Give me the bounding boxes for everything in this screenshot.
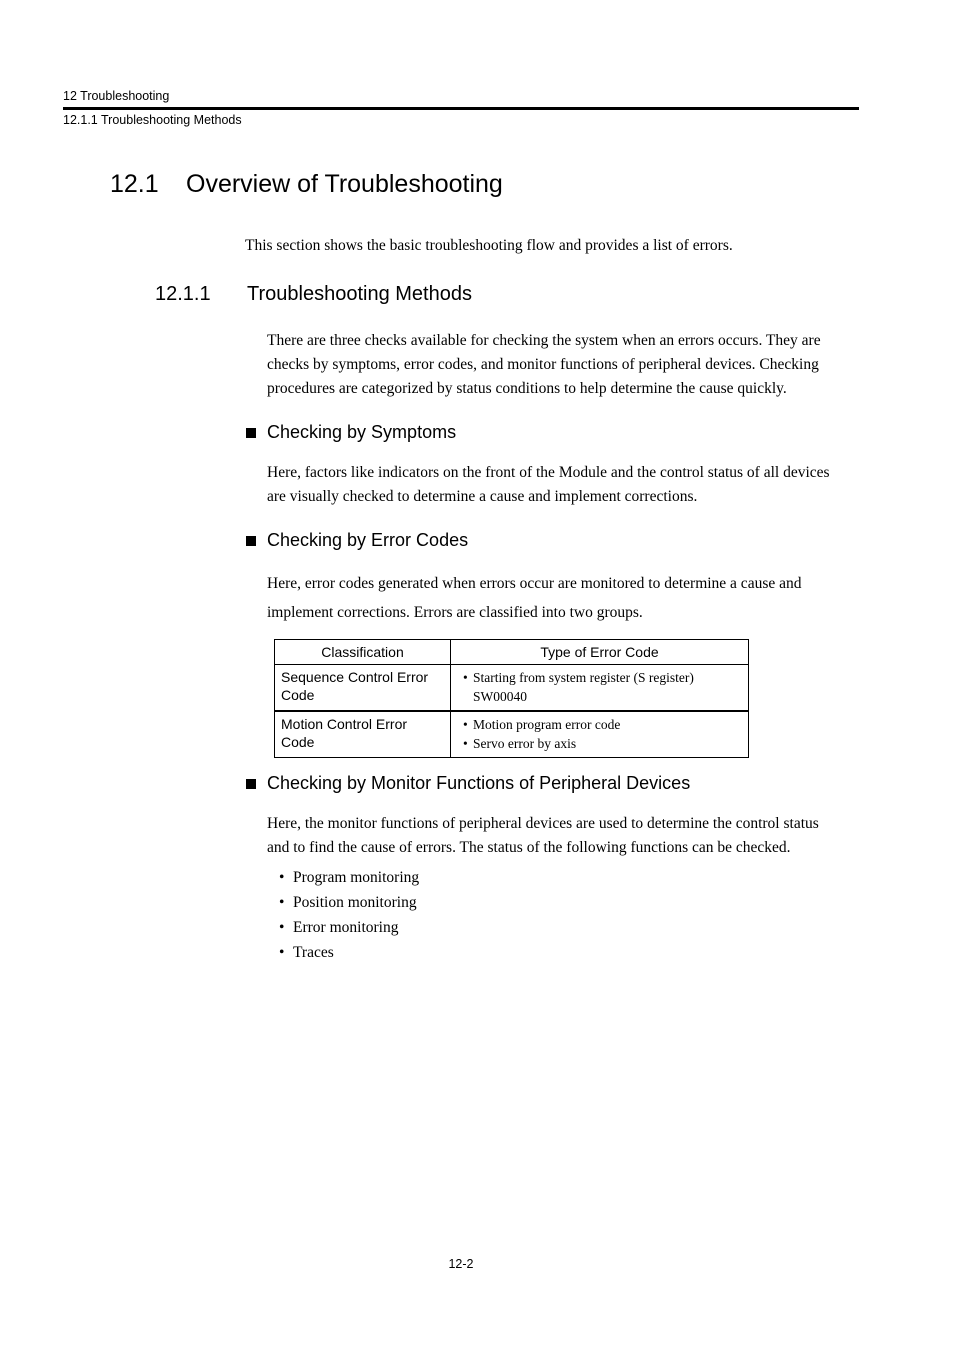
paragraph-line: procedures are categorized by status conditions to help determine the cause quickly. xyxy=(267,380,787,397)
cell-line: Code xyxy=(281,687,315,703)
subsection-number: 12.1.1 xyxy=(155,283,211,305)
type-bullet-item xyxy=(463,734,742,753)
symptoms-heading xyxy=(246,422,456,443)
monitor-heading xyxy=(246,773,690,794)
cell-line: Starting from system register (S register) xyxy=(473,670,694,685)
list-item xyxy=(279,894,419,919)
cell-line: Sequence Control Error xyxy=(281,669,429,685)
subsection-heading xyxy=(155,283,472,306)
error-codes-heading-text: Checking by Error Codes xyxy=(267,530,469,550)
list-item-text: Position monitoring xyxy=(293,894,417,911)
cell-line: Servo error by axis xyxy=(473,736,577,751)
bullet-icon: • xyxy=(279,894,285,911)
list-item-text: Program monitoring xyxy=(293,869,420,886)
bullet-icon: • xyxy=(463,717,468,732)
bullet-icon: • xyxy=(463,670,468,685)
subsection-title: Troubleshooting Methods xyxy=(247,283,472,305)
table-cell-classification xyxy=(275,665,451,712)
square-bullet-icon xyxy=(246,779,256,789)
monitor-function-list xyxy=(279,869,419,969)
section-title: Overview of Troubleshooting xyxy=(186,170,503,198)
bullet-icon: • xyxy=(279,944,285,961)
square-bullet-icon xyxy=(246,536,256,546)
paragraph-line: Here, factors like indicators on the front of the Module and the control status of all devices xyxy=(267,464,830,481)
paragraph-line: checks by symptoms, error codes, and monitor functions of peripheral devices. Checking xyxy=(267,356,819,373)
table-cell-type xyxy=(451,665,749,712)
cell-line: Motion Control Error xyxy=(281,716,408,732)
symptoms-paragraph xyxy=(267,461,857,509)
paragraph-line: Here, the monitor functions of peripheral devices are used to determine the control status xyxy=(267,815,819,832)
table-row xyxy=(275,665,749,712)
running-header-section: 12.1.1 Troubleshooting Methods xyxy=(63,113,242,127)
error-codes-heading xyxy=(246,530,468,551)
paragraph-line: implement corrections. Errors are classified into two groups. xyxy=(267,604,643,621)
table-row xyxy=(275,711,749,758)
bullet-icon: • xyxy=(279,919,285,936)
table-cell-type xyxy=(451,711,749,758)
monitor-heading-text: Checking by Monitor Functions of Peripheral Devices xyxy=(267,773,691,793)
bullet-icon: • xyxy=(279,869,285,886)
list-item xyxy=(279,919,419,944)
list-item xyxy=(279,944,419,969)
table-header-classification: Classification xyxy=(275,640,451,665)
list-item-text: Traces xyxy=(293,944,334,961)
table-header-type: Type of Error Code xyxy=(451,640,749,665)
square-bullet-icon xyxy=(246,428,256,438)
paragraph-line: are visually checked to determine a cause and implement corrections. xyxy=(267,488,698,505)
symptoms-heading-text: Checking by Symptoms xyxy=(267,422,457,442)
paragraph-line: There are three checks available for checking the system when an errors occurs. They are xyxy=(267,332,821,349)
section-heading xyxy=(110,170,503,199)
cell-line: Code xyxy=(281,734,315,750)
error-code-table xyxy=(274,639,749,758)
bullet-icon: • xyxy=(463,736,468,751)
type-bullet-item xyxy=(463,668,742,706)
paragraph-line: Here, error codes generated when errors occur are monitored to determine a cause and xyxy=(267,575,802,592)
cell-line: Motion program error code xyxy=(473,717,621,732)
header-rule xyxy=(63,107,859,110)
list-item xyxy=(279,869,419,894)
table-cell-classification xyxy=(275,711,451,758)
monitor-paragraph xyxy=(267,812,857,860)
type-bullet-item xyxy=(463,715,742,734)
cell-line: SW00040 xyxy=(473,689,527,704)
page-number: 12-2 xyxy=(448,1257,474,1271)
section-intro: This section shows the basic troubleshooting flow and provides a list of errors. xyxy=(245,237,733,254)
paragraph-line: and to find the cause of errors. The status of the following functions can be checked. xyxy=(267,839,791,856)
error-codes-paragraph xyxy=(267,569,857,627)
subsection-paragraph xyxy=(267,329,857,401)
list-item-text: Error monitoring xyxy=(293,919,399,936)
table-header-row xyxy=(275,640,749,665)
section-number: 12.1 xyxy=(110,170,159,198)
running-header-chapter: 12 Troubleshooting xyxy=(63,89,170,103)
